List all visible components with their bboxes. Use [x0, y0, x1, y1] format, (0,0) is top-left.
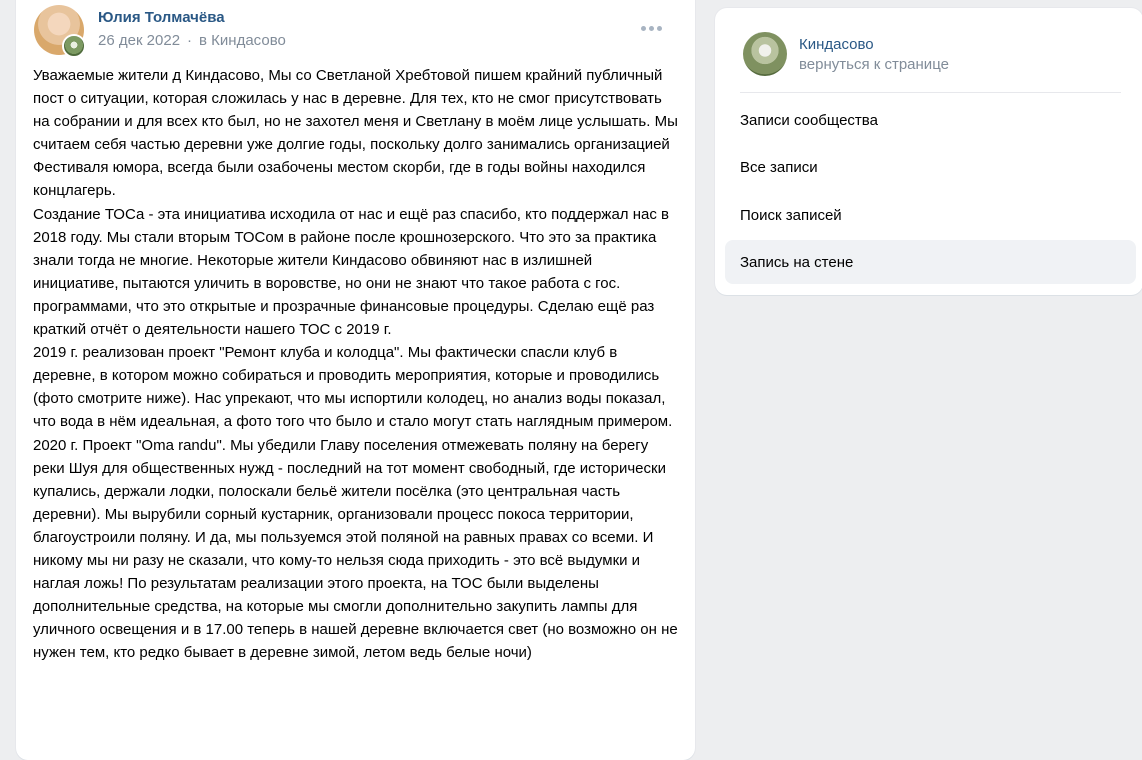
more-dot: [649, 26, 654, 31]
menu-item-label: Запись на стене: [740, 253, 854, 271]
post-meta: [98, 32, 286, 49]
post-text: Уважаемые жители д Киндасово, Мы со Светланой Хребтовой пишем крайний публичный пост о ситуации, которая сложилась у нас в деревне. Для тех, кто не смог присутствовать на собрании и для всех кто был, но не захотел меня и Светлану в моём лице услышать. Мы считаем себя частью деревни уже долгие годы, поскольку долго занимались организацией Фестиваля юмора, всегда были озабочены местом скорби, где в годы войны находился концлагерь. Создание ТОСа - эта инициатива исходила от нас и ещё раз спасибо, кто поддержал нас в 2018 году. Мы стали вторым ТОСом в районе после крошнозерского. Что это за практика знали тогда не многие. Некоторые жители Киндасово обвиняют нас в излишней инициативе, пытаются уличить в воровстве, но они не знают что такое работа с гос. программами, что это открытые и прозрачные финансовые процедуры. Сделаю ещё раз краткий отчёт о деятельности нашего ТОС с 2019 г. 2019 г. реализован проект "Ремонт клуба и колодца". Мы фактически спасли клуб в деревне, в котором можно собираться и проводить мероприятия, которые и проводились (фото смотрите ниже). Нас упрекают, что мы испортили колодец, но анализ воды показал, что вода в нём идеальная, а фото того что было и стало могут стать наглядным примером. 2020 г. Проект "Oma randu". Мы убедили Главу поселения отмежевать поляну на берегу реки Шуя для общественных нужд - последний на тот момент свободный, где исторически купались, держали лодки, полоскали бельё жители посёлка (это центральная часть деревни). Мы вырубили сорный кустарник, организовали процесс покоса территории, благоустроили поляну. И да, мы пользуемся этой поляной на равных правах со всеми. И никому мы ни разу не сказали, что кому-то нельзя сюда приходить - это всё выдумки и наглая ложь! По результатам реализации этого проекта, на ТОС были выделены дополнительные средства, на которые мы смогли дополнительно закупить лампы для уличного освещения и в 17.00 теперь в нашей деревне включается свет (но возможно он не нужен тем, кто редко бывает в деревне зимой, летом ведь белые ночи): [33, 67, 678, 662]
menu-item-label: Записи сообщества: [740, 111, 878, 129]
menu-item-label: Все записи: [740, 158, 818, 176]
more-dot: [641, 26, 646, 31]
post-date[interactable]: 26 дек 2022: [98, 32, 181, 49]
community-name-link[interactable]: Киндасово: [799, 36, 874, 53]
sidebar-card: [715, 8, 1142, 295]
more-horizontal-icon[interactable]: [636, 18, 666, 38]
community-avatar[interactable]: [743, 32, 787, 76]
menu-item-search-posts[interactable]: [725, 193, 1136, 237]
menu-item-label: Поиск записей: [740, 206, 842, 224]
more-dot: [657, 26, 662, 31]
menu-item-wall-post[interactable]: [725, 240, 1136, 284]
wall-post-card: [16, 0, 695, 760]
menu-item-community-posts[interactable]: [725, 98, 1136, 142]
sidebar-divider: [740, 92, 1121, 93]
back-to-page-link[interactable]: вернуться к странице: [799, 56, 949, 73]
meta-separator: ·: [187, 32, 193, 49]
post-author-name[interactable]: Юлия Толмачёва: [98, 9, 225, 26]
community-badge-avatar: [62, 34, 86, 58]
menu-item-all-posts[interactable]: [725, 145, 1136, 189]
post-location[interactable]: в Киндасово: [199, 32, 286, 49]
